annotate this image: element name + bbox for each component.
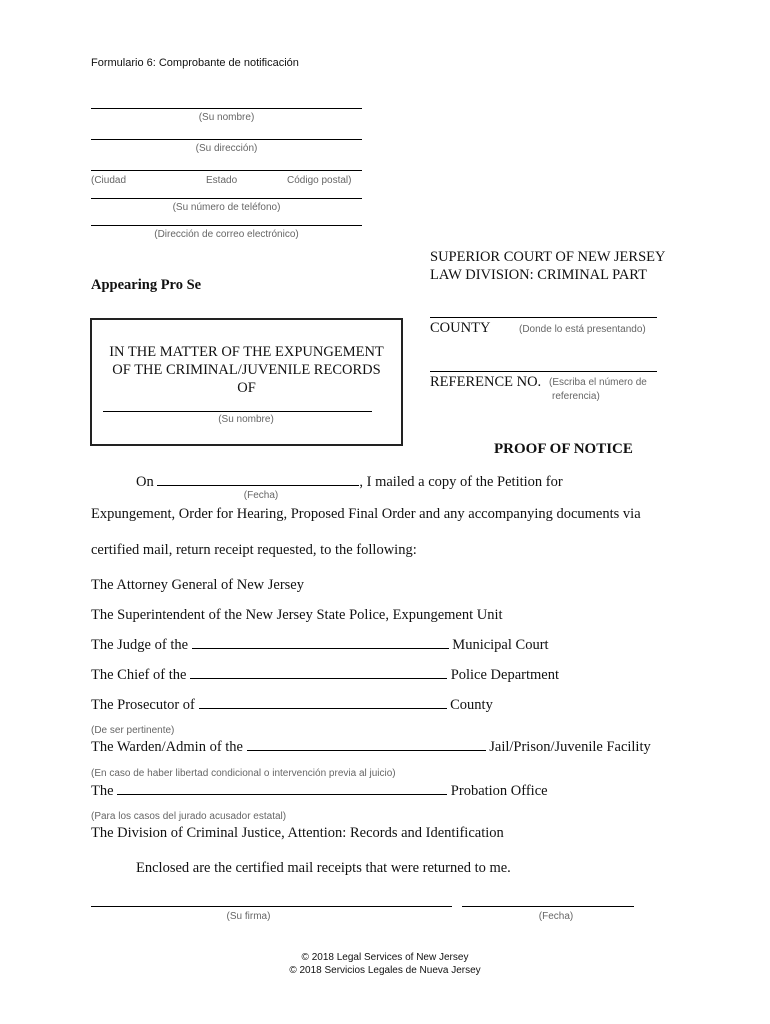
enclosed-statement: Enclosed are the certified mail receipts that were returned to me. (136, 860, 511, 876)
email-hint: (Dirección de correo electrónico) (154, 229, 299, 240)
judge-blank[interactable] (192, 636, 449, 649)
prosecutor-suffix: County (450, 697, 493, 713)
recipient-police-chief (91, 666, 559, 684)
sign-date-line[interactable] (462, 906, 634, 907)
city-state-zip-line[interactable] (91, 170, 362, 171)
paragraph-line-2: Expungement, Order for Hearing, Proposed Final Order and any accompanying documents via (91, 506, 641, 522)
proof-title: PROOF OF NOTICE (494, 441, 633, 457)
county-hint: (Donde lo está presentando) (519, 324, 646, 335)
caption-line-3: OF (237, 380, 256, 396)
reference-hint-2: referencia) (552, 391, 600, 402)
probation-suffix: Probation Office (450, 783, 548, 799)
judge-prefix: The Judge of the (91, 637, 189, 653)
phone-line[interactable] (91, 198, 362, 199)
warden-blank[interactable] (247, 738, 486, 751)
chief-blank[interactable] (190, 666, 447, 679)
signature-hint: (Su firma) (226, 911, 271, 922)
recipient-division-criminal-justice: The Division of Criminal Justice, Attention: Records and Identification (91, 825, 504, 841)
reference-hint: (Escriba el número de (549, 377, 647, 388)
zip-hint: Código postal) (287, 175, 352, 186)
probation-blank[interactable] (117, 782, 447, 795)
email-line[interactable] (91, 225, 362, 226)
name-line[interactable] (91, 108, 362, 109)
county-line[interactable] (430, 317, 657, 318)
reference-label: REFERENCE NO. (430, 374, 542, 390)
county-label: COUNTY (430, 320, 491, 336)
address-line[interactable] (91, 139, 362, 140)
caption-text (92, 343, 401, 397)
date-blank[interactable] (157, 473, 359, 486)
dcj-hint: (Para los casos del jurado acusador estatal) (91, 811, 287, 822)
mailed-text: , I mailed a copy of the Petition for (359, 474, 563, 490)
warden-hint: (De ser pertinente) (91, 725, 175, 736)
city-hint: (Ciudad (91, 175, 127, 186)
judge-suffix: Municipal Court (452, 637, 549, 653)
footer-english: © 2018 Legal Services of New Jersey (301, 952, 469, 963)
caption-line-1: IN THE MATTER OF THE EXPUNGEMENT (109, 344, 384, 360)
footer-spanish: © 2018 Servicios Legales de Nueva Jersey (289, 965, 481, 976)
phone-hint: (Su número de teléfono) (172, 202, 281, 213)
recipient-probation (91, 782, 548, 800)
court-division: LAW DIVISION: CRIMINAL PART (430, 267, 647, 283)
recipient-warden (91, 738, 651, 756)
appearing-pro-se: Appearing Pro Se (91, 277, 202, 293)
recipient-attorney-general: The Attorney General of New Jersey (91, 577, 304, 593)
probation-prefix: The (91, 783, 114, 799)
caption-name-hint: (Su nombre) (218, 414, 274, 425)
warden-prefix: The Warden/Admin of the (91, 739, 243, 755)
warden-suffix: Jail/Prison/Juvenile Facility (489, 739, 651, 755)
caption-line-2: OF THE CRIMINAL/JUVENILE RECORDS (112, 362, 381, 378)
chief-prefix: The Chief of the (91, 667, 187, 683)
state-hint: Estado (206, 175, 238, 186)
name-hint: (Su nombre) (198, 112, 255, 123)
paragraph-line-1 (136, 473, 563, 491)
court-name: SUPERIOR COURT OF NEW JERSEY (430, 249, 666, 265)
recipient-judge (91, 636, 549, 654)
reference-line[interactable] (430, 371, 657, 372)
chief-suffix: Police Department (450, 667, 559, 683)
prosecutor-blank[interactable] (199, 696, 447, 709)
probation-hint: (En caso de haber libertad condicional o intervención previa al juicio) (91, 768, 396, 779)
recipient-state-police: The Superintendent of the New Jersey State Police, Expungement Unit (91, 607, 503, 623)
footer (0, 951, 770, 977)
date-hint: (Fecha) (243, 490, 279, 501)
prosecutor-prefix: The Prosecutor of (91, 697, 195, 713)
address-hint: (Su dirección) (195, 143, 258, 154)
recipient-prosecutor (91, 696, 493, 714)
caption-name-line[interactable] (103, 411, 372, 412)
paragraph-line-3: certified mail, return receipt requested, to the following: (91, 542, 417, 558)
signature-line[interactable] (91, 906, 452, 907)
sign-date-hint: (Fecha) (538, 911, 574, 922)
form-title: Formulario 6: Comprobante de notificación (91, 57, 299, 69)
on-label: On (136, 474, 154, 490)
